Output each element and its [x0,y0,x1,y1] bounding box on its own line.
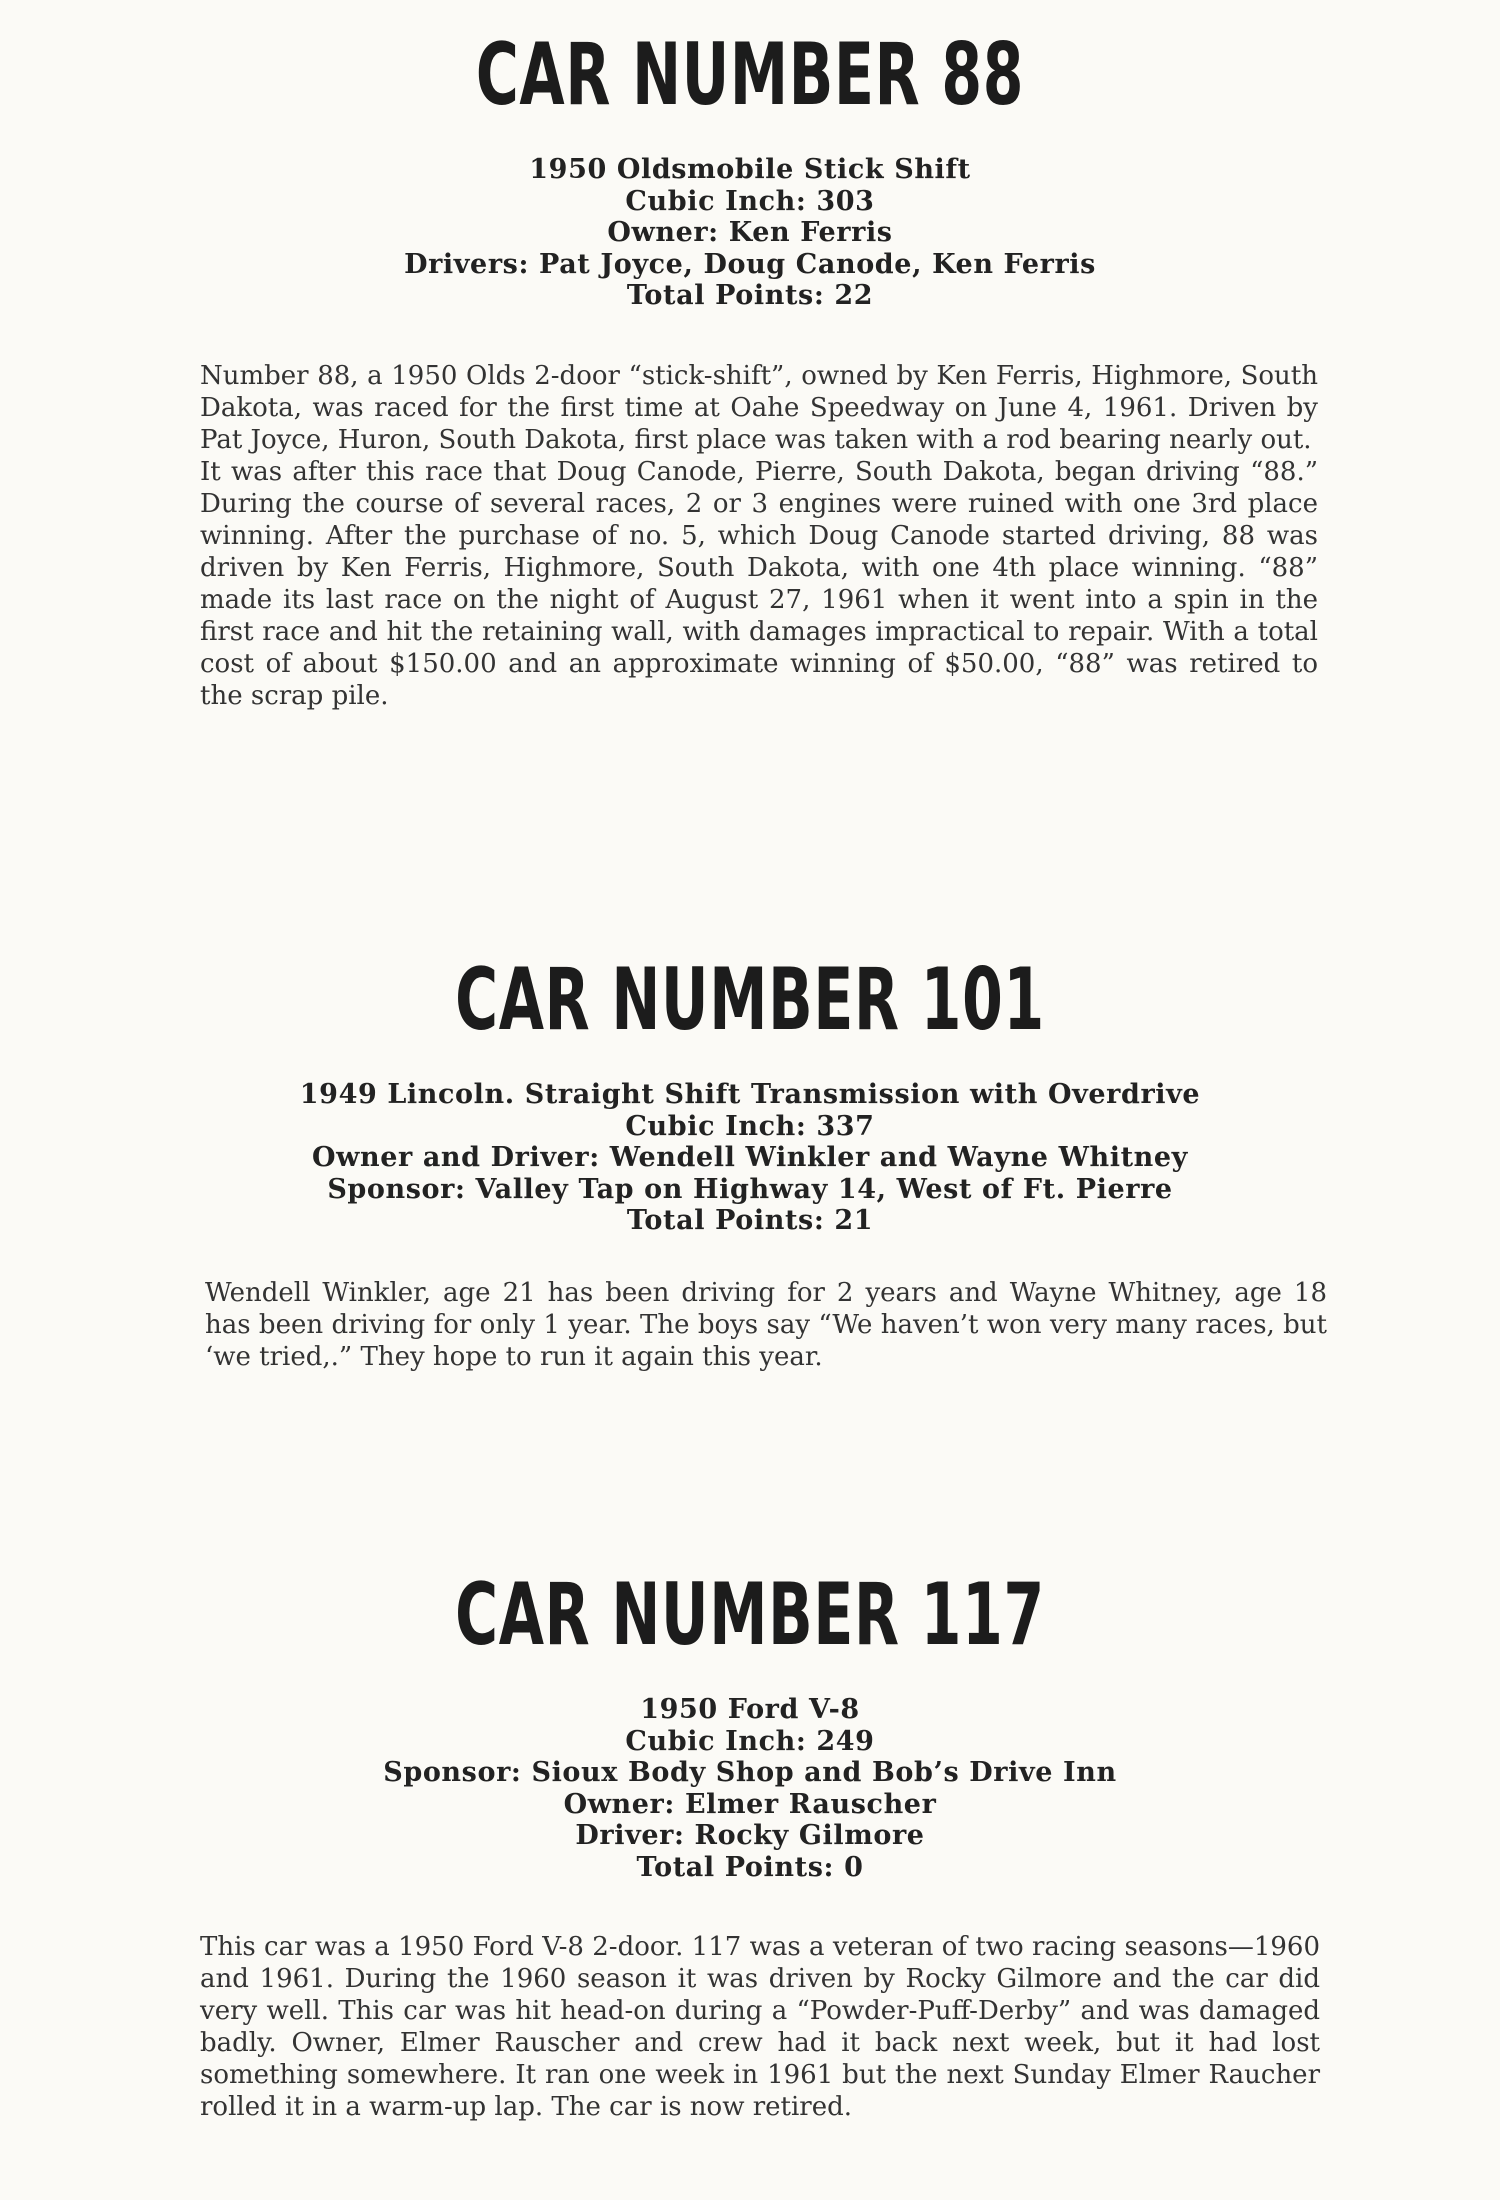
car-101-cubic-inch: Cubic Inch: 337 [625,1110,875,1142]
car-117-sponsor: Sponsor: Sioux Body Shop and Bob’s Drive Inn [383,1757,1117,1788]
car-117-total-points: Total Points: 0 [636,1851,864,1883]
car-88-owner: Owner: Ken Ferris [607,217,893,248]
car-88-description [200,360,1318,712]
car-101-specs [0,1079,1500,1237]
car-117-specs [0,1694,1500,1883]
car-88-paragraph-1: Number 88, a 1950 Olds 2-door “stick-shift”, owned by Ken Ferris, Highmore, South Dakota, was raced for the first time at Oahe Speedway on June 4, 1961. Driven by Pat Joyce, Huron, South Dakota, first place was taken with a rod bearing nearly out. [200,360,1318,455]
car-88-title: CAR NUMBER 88 [475,25,1025,125]
car-117-title: CAR NUMBER 117 [455,1565,1045,1665]
car-101-description [205,1277,1327,1373]
car-117-section [0,1560,1500,2123]
car-117-paragraph-1: This car was a 1950 Ford V-8 2-door. 117 was a veteran of two racing seasons—1960 and 1961. During the 1960 season it was driven by Rocky Gilmore and the car did very well. This car was hit head-on during a “Powder-Puff-Derby” and was damaged badly. Owner, Elmer Rauscher and crew had it back next week, but it had lost something somewhere. It ran one week in 1961 but the next Sunday Elmer Raucher rolled it in a warm-up lap. The car is now retired. [200,1932,1320,2122]
car-88-paragraph-2: It was after this race that Doug Canode, Pierre, South Dakota, began driving “88.” During the course of several races, 2 or 3 engines were ruined with one 3rd place winning. After the purchase of no. 5, which Doug Canode started driving, 88 was driven by Ken Ferris, Highmore, South Dakota, with one 4th place winning. “88” made its last race on the night of August 27, 1961 when it went into a spin in the first race and hit the retaining wall, with damages impractical to repair. With a total cost of about $150.00 and an approximate winning of $50.00, “88” was retired to the scrap pile. [200,456,1318,711]
car-88-drivers: Drivers: Pat Joyce, Doug Canode, Ken Ferris [404,248,1096,280]
car-101-title: CAR NUMBER 101 [455,950,1045,1050]
car-101-sponsor: Sponsor: Valley Tap on Highway 14, West of Ft. Pierre [327,1173,1173,1205]
car-117-description [200,1931,1320,2123]
car-101-paragraph-1: Wendell Winkler, age 21 has been driving for 2 years and Wayne Whitney, age 18 has been driving for only 1 year. The boys say “We haven’t won very many races, but ‘we tried,.” They hope to run it again this year. [205,1277,1327,1372]
car-101-section [0,945,1500,1373]
car-101-owner-driver: Owner and Driver: Wendell Winkler and Wayne Whitney [312,1142,1188,1173]
car-88-section [0,20,1500,712]
car-117-driver: Driver: Rocky Gilmore [575,1820,925,1851]
car-117-cubic-inch: Cubic Inch: 249 [625,1725,875,1757]
car-88-model: 1950 Oldsmobile Stick Shift [529,154,971,185]
car-101-model: 1949 Lincoln. Straight Shift Transmission with Overdrive [299,1079,1201,1110]
car-117-owner: Owner: Elmer Rauscher [563,1788,937,1820]
car-88-total-points: Total Points: 22 [626,280,874,311]
car-88-specs [0,154,1500,312]
car-117-model: 1950 Ford V-8 [640,1694,860,1725]
car-88-cubic-inch: Cubic Inch: 303 [625,185,875,217]
car-101-total-points: Total Points: 21 [626,1205,874,1236]
